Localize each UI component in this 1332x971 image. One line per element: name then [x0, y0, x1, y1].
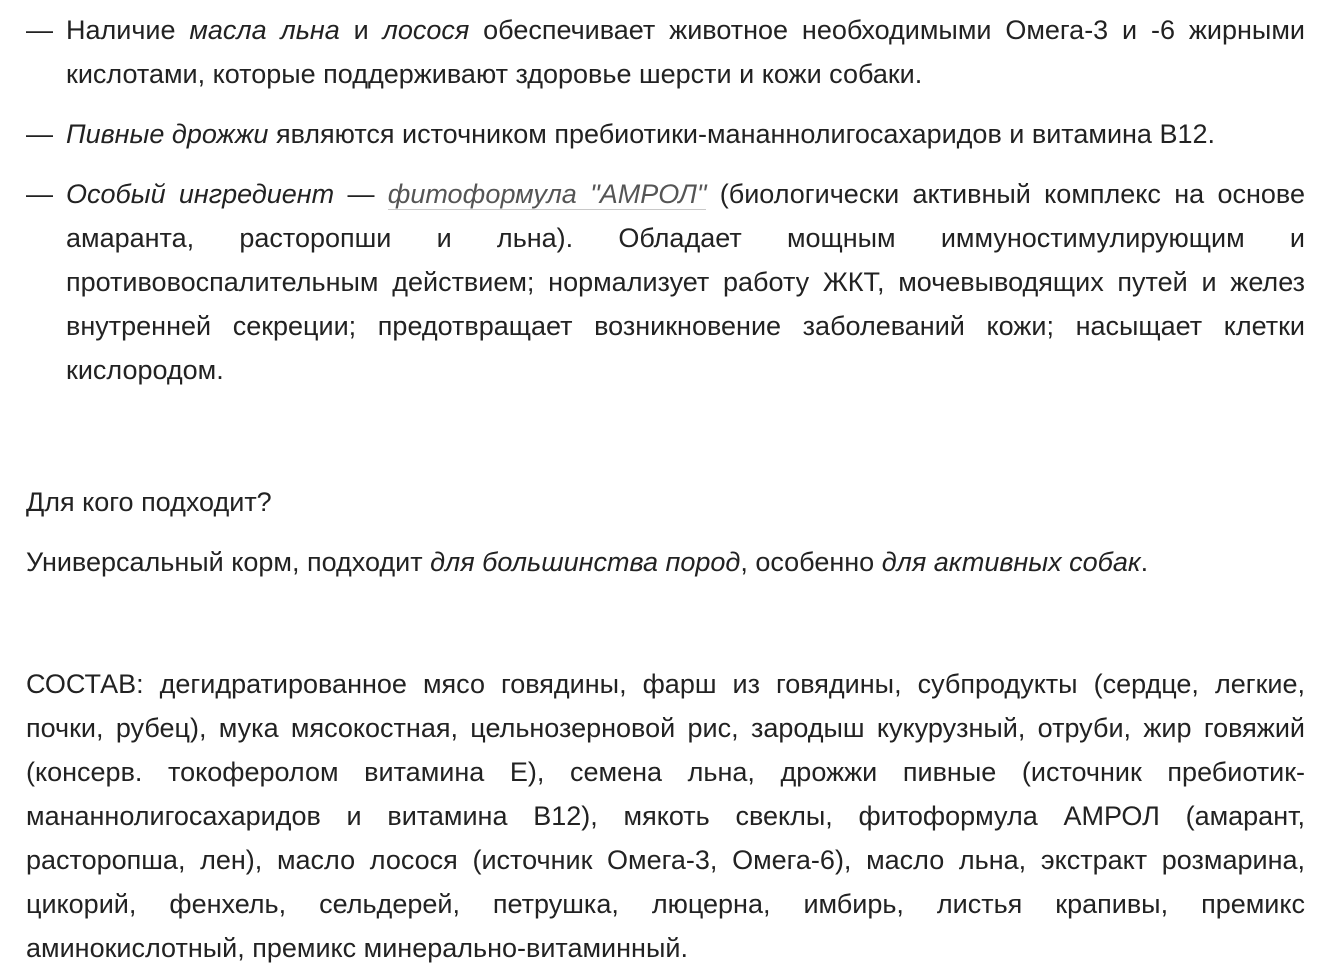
- suitable-text-part: , особенно: [740, 547, 882, 577]
- benefit-text-part: —: [334, 179, 388, 209]
- suitable-highlight-active-dogs: для активных собак: [881, 547, 1141, 577]
- benefit-text-part: Наличие: [66, 15, 190, 45]
- dash-bullet: —: [26, 119, 53, 149]
- amrol-phytoformula-link[interactable]: фитоформула "АМРОЛ": [387, 179, 707, 209]
- benefit-highlight-salmon: лосося: [382, 15, 470, 45]
- suitable-for-text: [26, 540, 1305, 584]
- suitable-text-part: Универсальный корм, подходит: [26, 547, 431, 577]
- composition-text: СОСТАВ: дегидратированное мясо говядины, фарш из говядины, субпродукты (сердце, легкие, почки, рубец), мука мясокостная, цельнозерновой рис, зародыш кукурузный, отруби, жир говяжий (консерв. токоферолом витамина Е), семена льна, дрожжи пивные (источник пребиотик-мананнолигосахаридов и витамина B12), мякоть свеклы, фитоформула АМРОЛ (амарант, расторопша, лен), масло лосося (источник Омега-3, Омега-6), масло льна, экстракт розмарина, цикорий, фенхель, сельдерей, петрушка, люцерна, имбирь, листья крапивы, премикс аминокислотный, премикс минерально-витаминный.: [26, 669, 1305, 963]
- suitable-highlight-breeds: для большинства пород: [430, 547, 741, 577]
- benefit-highlight-yeast: Пивные дрожжи: [66, 119, 269, 149]
- benefit-highlight-flax-oil: масла льна: [189, 15, 340, 45]
- benefit-highlight-special: Особый ингредиент: [66, 179, 335, 209]
- benefit-text-part: и: [339, 15, 383, 45]
- article-body: [26, 8, 1305, 970]
- suitable-for-heading: Для кого подходит?: [26, 487, 272, 517]
- benefit-text-part: (биологически активный комплекс на основе амаранта, расторопши и льна). Обладает мощным иммуностимулирующим и противовоспалительным действием; нормализует работу ЖКТ, мочевыводящих путей и желез внутренней секреции; предотвращает возникновение заболеваний кожи; насыщает клетки кислородом.: [66, 179, 1305, 385]
- benefit-text-part: обеспечивает животное необходимыми Омега-3 и -6 жирными кислотами, которые поддерживают здоровье шерсти и кожи собаки.: [66, 15, 1305, 89]
- benefit-item-special-ingredient: [26, 172, 1305, 392]
- benefit-item-omega: [26, 8, 1305, 96]
- dash-bullet: —: [26, 179, 53, 209]
- dash-bullet: —: [26, 15, 53, 45]
- benefits-list: [26, 8, 1305, 392]
- benefit-item-yeast: [26, 112, 1305, 156]
- benefit-text-part: являются источником пребиотики-мананнолигосахаридов и витамина B12.: [268, 119, 1215, 149]
- suitable-text-part: .: [1140, 547, 1149, 577]
